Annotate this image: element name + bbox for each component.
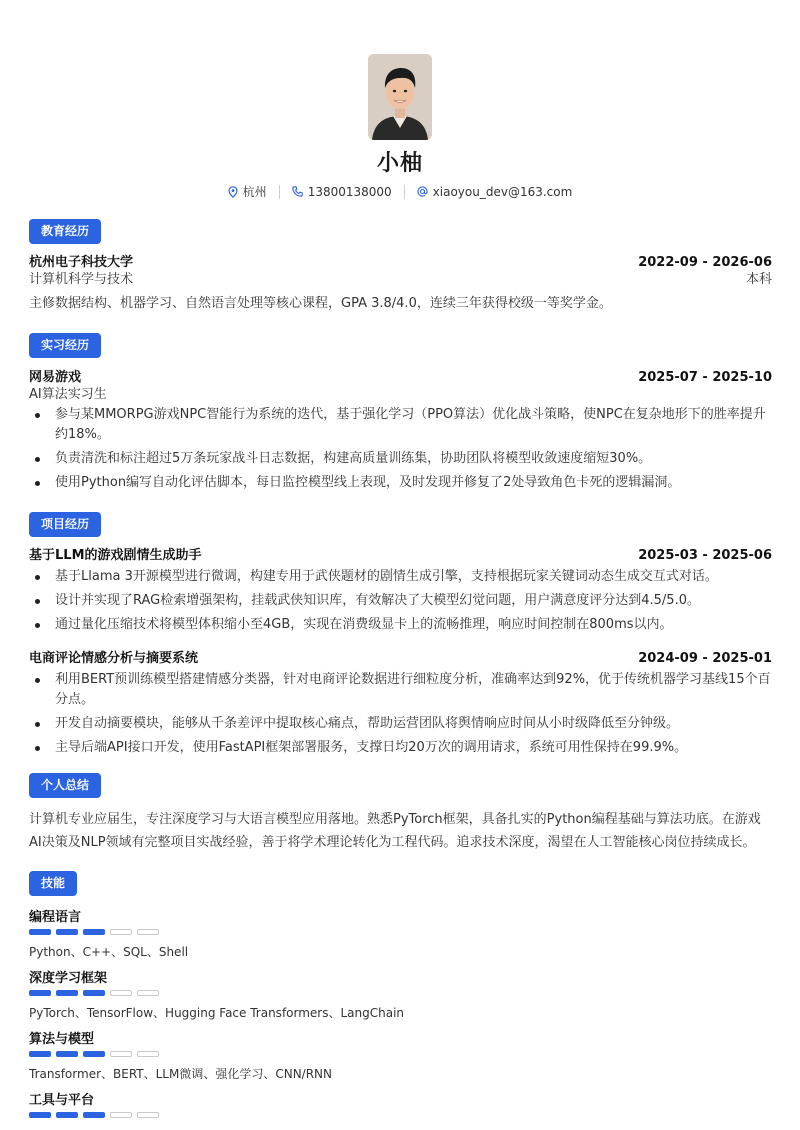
contact-phone bbox=[280, 185, 404, 199]
section-education-title: 教育经历 bbox=[29, 219, 101, 244]
skill-category-name: 深度学习框架 bbox=[29, 971, 108, 986]
company-name: 网易游戏 bbox=[29, 370, 82, 385]
skill-category-name: 工具与平台 bbox=[29, 1093, 95, 1108]
project-2-bullets bbox=[29, 670, 772, 758]
city-text: 杭州 bbox=[242, 185, 267, 199]
skill-category-name: 算法与模型 bbox=[29, 1032, 95, 1047]
education-description: 主修数据结构、机器学习、自然语言处理等核心课程，GPA 3.8/4.0，连续三年获得校级一等奖学金。 bbox=[29, 296, 612, 311]
skill-category-name: 编程语言 bbox=[29, 910, 82, 925]
email-text[interactable]: xiaoyou_dev@163.com bbox=[432, 184, 573, 199]
skill-detail: PyTorch、TensorFlow、Hugging Face Transformers、LangChain bbox=[29, 1006, 405, 1020]
list-item: 开发自动摘要模块，能够从千条差评中提取核心痛点，帮助运营团队将舆情响应时间从小时级降低至分钟级。 bbox=[29, 714, 772, 734]
skill-level-segment-filled bbox=[56, 929, 78, 935]
project-name: 电商评论情感分析与摘要系统 bbox=[29, 651, 199, 666]
section-skills-title: 技能 bbox=[29, 871, 77, 896]
internship-header bbox=[29, 369, 772, 386]
major: 计算机科学与技术 bbox=[29, 272, 134, 287]
internship-period: 2025-07 - 2025-10 bbox=[638, 370, 772, 385]
skill-level-segment-filled bbox=[29, 990, 51, 996]
summary-text: 计算机专业应届生，专注深度学习与大语言模型应用落地。熟悉PyTorch框架，具备扎实的Python编程基础与算法功底。在游戏AI决策及NLP领域有完整项目实战经验，善于将学术理论转化为工程代码。追求技术深度，渴望在人工智能核心岗位持续成长。 bbox=[29, 812, 761, 850]
contact-info bbox=[0, 183, 800, 200]
skill-detail: Transformer、BERT、LLM微调、强化学习、CNN/RNN bbox=[29, 1067, 333, 1081]
skill-level-segment-filled bbox=[83, 1112, 105, 1118]
project-1-header bbox=[29, 547, 772, 564]
internship-role-row bbox=[29, 386, 772, 403]
phone-icon bbox=[292, 186, 303, 197]
list-item: 利用BERT预训练模型搭建情感分类器，针对电商评论数据进行细粒度分析，准确率达到92%，优于传统机器学习基线15个百分点。 bbox=[29, 670, 772, 710]
education-subheader bbox=[29, 271, 772, 288]
education-header bbox=[29, 254, 772, 271]
section-summary-title: 个人总结 bbox=[29, 773, 101, 798]
skill-level-segment-filled bbox=[56, 1112, 78, 1118]
contact-city bbox=[216, 183, 279, 200]
project-2-header bbox=[29, 650, 772, 667]
skill-level-segment-empty bbox=[137, 990, 159, 996]
list-item: 基于Llama 3开源模型进行微调，构建专用于武侠题材的剧情生成引擎，支持根据玩家关键词动态生成交互式对话。 bbox=[29, 567, 772, 587]
project-period: 2025-03 - 2025-06 bbox=[638, 548, 772, 563]
internship-bullets bbox=[29, 405, 772, 493]
school-name: 杭州电子科技大学 bbox=[29, 255, 134, 270]
location-pin-icon bbox=[228, 186, 238, 198]
skill-level-segment-empty bbox=[137, 1112, 159, 1118]
project-1-bullets bbox=[29, 567, 772, 635]
skill-level-segment-filled bbox=[56, 990, 78, 996]
skill-level-segment-filled bbox=[29, 929, 51, 935]
skill-level-segment-filled bbox=[29, 1051, 51, 1057]
list-item: 设计并实现了RAG检索增强架构，挂载武侠知识库，有效解决了大模型幻觉问题，用户满意度评分达到4.5/5.0。 bbox=[29, 591, 772, 611]
at-sign-icon bbox=[417, 186, 428, 197]
internship-role: AI算法实习生 bbox=[29, 387, 107, 402]
skill-detail: Python、C++、SQL、Shell bbox=[29, 945, 189, 959]
skill-level-segment-empty bbox=[110, 929, 132, 935]
skill-level-bar bbox=[29, 990, 159, 996]
skill-level-segment-filled bbox=[83, 929, 105, 935]
profile-photo bbox=[368, 54, 432, 140]
skill-level-segment-empty bbox=[137, 929, 159, 935]
skill-level-segment-filled bbox=[56, 1051, 78, 1057]
skill-level-segment-empty bbox=[110, 1112, 132, 1118]
phone-text[interactable]: 13800138000 bbox=[307, 184, 392, 199]
skill-level-bar bbox=[29, 1112, 159, 1118]
list-item: 参与某MMORPG游戏NPC智能行为系统的迭代，基于强化学习（PPO算法）优化战斗策略，使NPC在复杂地形下的胜率提升约18%。 bbox=[29, 405, 772, 445]
project-period: 2024-09 - 2025-01 bbox=[638, 651, 772, 666]
skill-level-segment-empty bbox=[137, 1051, 159, 1057]
skill-level-segment-empty bbox=[110, 990, 132, 996]
skill-level-bar bbox=[29, 1051, 159, 1057]
list-item: 通过量化压缩技术将模型体积缩小至4GB，实现在消费级显卡上的流畅推理，响应时间控制在800ms以内。 bbox=[29, 615, 772, 635]
list-item: 主导后端API接口开发，使用FastAPI框架部署服务，支撑日均20万次的调用请求，系统可用性保持在99.9%。 bbox=[29, 738, 772, 758]
education-period: 2022-09 - 2026-06 bbox=[638, 255, 772, 270]
contact-email bbox=[405, 185, 585, 199]
degree: 本科 bbox=[745, 272, 772, 287]
skill-level-segment-empty bbox=[110, 1051, 132, 1057]
section-projects-title: 项目经历 bbox=[29, 512, 101, 537]
section-internship-title: 实习经历 bbox=[29, 333, 101, 358]
skill-level-segment-filled bbox=[83, 990, 105, 996]
skill-level-segment-filled bbox=[83, 1051, 105, 1057]
project-name: 基于LLM的游戏剧情生成助手 bbox=[29, 548, 202, 563]
skill-level-bar bbox=[29, 929, 159, 935]
skill-level-segment-filled bbox=[29, 1112, 51, 1118]
candidate-name: 小柚 bbox=[376, 151, 423, 176]
list-item: 负责清洗和标注超过5万条玩家战斗日志数据，构建高质量训练集，协助团队将模型收敛速度缩短30%。 bbox=[29, 449, 772, 469]
list-item: 使用Python编写自动化评估脚本，每日监控模型线上表现，及时发现并修复了2处导致角色卡死的逻辑漏洞。 bbox=[29, 473, 772, 493]
